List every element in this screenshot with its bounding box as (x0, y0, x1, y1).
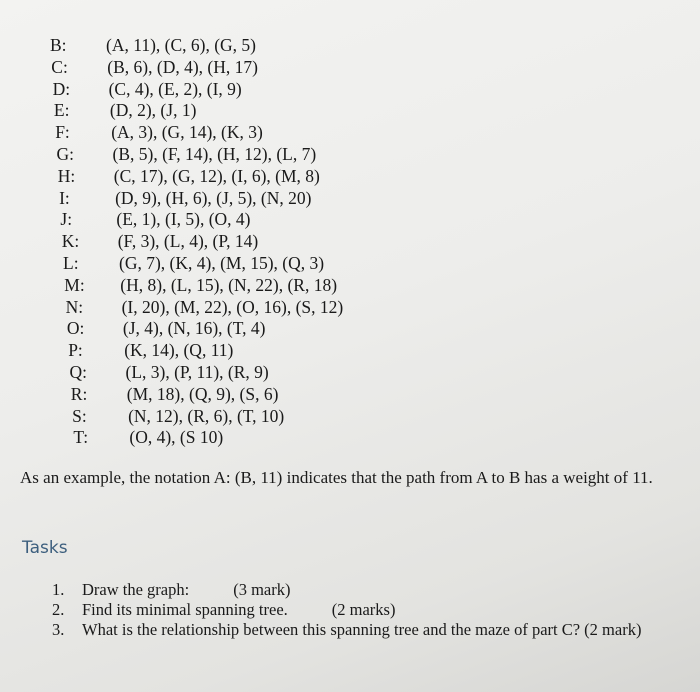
node-edges: (L, 3), (P, 11), (R, 9) (125, 361, 269, 382)
adjacency-row (67, 318, 343, 340)
task-item (52, 580, 652, 600)
task-marks: (3 mark) (233, 580, 291, 599)
adjacency-row (51, 57, 343, 79)
adjacency-row (59, 188, 343, 210)
node-edges: (G, 7), (K, 4), (M, 15), (Q, 3) (119, 252, 325, 273)
node-label: H: (57, 165, 76, 186)
node-edges: (C, 17), (G, 12), (I, 6), (M, 8) (113, 165, 320, 186)
task-number: 1. (52, 580, 65, 599)
node-label: F: (55, 122, 70, 143)
adjacency-row (60, 209, 343, 231)
adjacency-row (54, 100, 343, 122)
adjacency-list (50, 35, 343, 449)
adjacency-row (58, 166, 343, 188)
adjacency-row (72, 406, 343, 428)
adjacency-row (71, 384, 343, 406)
node-edges: (D, 9), (H, 6), (J, 5), (N, 20) (115, 187, 312, 208)
adjacency-row (62, 231, 344, 253)
node-edges: (B, 6), (D, 4), (H, 17) (107, 56, 258, 77)
task-list (52, 580, 652, 640)
task-item (52, 620, 652, 640)
task-item (52, 600, 652, 620)
task-text: Find its minimal spanning tree. (82, 600, 288, 619)
node-label: D: (52, 78, 71, 99)
node-edges: (B, 5), (F, 14), (H, 12), (L, 7) (112, 143, 317, 164)
node-label: C: (51, 56, 68, 77)
adjacency-row (68, 340, 343, 362)
task-text: What is the relationship between this spanning tree and the maze of part C? (2 mark) (82, 620, 642, 639)
node-label: E: (53, 100, 70, 121)
task-number: 2. (52, 600, 65, 619)
node-label: L: (63, 252, 79, 273)
node-edges: (A, 3), (G, 14), (K, 3) (111, 122, 263, 143)
task-number: 3. (52, 620, 65, 639)
adjacency-row (53, 79, 344, 101)
node-label: G: (56, 143, 74, 164)
task-marks: (2 marks) (331, 600, 396, 619)
adjacency-row (63, 253, 343, 275)
node-edges: (C, 4), (E, 2), (I, 9) (108, 78, 242, 99)
node-label: T: (73, 427, 89, 448)
task-text: Draw the graph: (82, 580, 190, 599)
node-label: I: (59, 187, 70, 208)
node-edges: (I, 20), (M, 22), (O, 16), (S, 12) (121, 296, 344, 317)
adjacency-row (73, 427, 343, 449)
node-label: S: (72, 405, 87, 426)
node-edges: (H, 8), (L, 15), (N, 22), (R, 18) (120, 274, 338, 295)
node-label: R: (70, 383, 88, 404)
adjacency-row (57, 144, 344, 166)
node-edges: (M, 18), (Q, 9), (S, 6) (126, 383, 279, 404)
example-note: As an example, the notation A: (B, 11) indicates that the path from A to B has a weight of 11. (20, 468, 653, 487)
node-label: J: (60, 209, 73, 230)
node-label: O: (66, 318, 85, 339)
node-label: M: (64, 274, 85, 295)
node-edges: (K, 14), (Q, 11) (124, 340, 234, 361)
adjacency-row (66, 297, 344, 319)
tasks-heading: Tasks (22, 538, 68, 558)
node-edges: (A, 11), (C, 6), (G, 5) (106, 35, 257, 55)
node-label: N: (65, 296, 84, 317)
node-edges: (N, 12), (R, 6), (T, 10) (128, 405, 285, 426)
node-label: Q: (69, 361, 87, 382)
node-edges: (O, 4), (S 10) (129, 427, 224, 448)
adjacency-row (70, 362, 344, 384)
adjacency-row (64, 275, 343, 297)
adjacency-row (50, 35, 343, 57)
node-edges: (E, 1), (I, 5), (O, 4) (116, 209, 251, 230)
node-label: P: (68, 340, 83, 361)
node-label: K: (61, 231, 80, 252)
node-edges: (J, 4), (N, 16), (T, 4) (122, 318, 266, 339)
node-label: B: (50, 35, 67, 55)
adjacency-row (55, 122, 343, 144)
node-edges: (F, 3), (L, 4), (P, 14) (117, 231, 259, 252)
node-edges: (D, 2), (J, 1) (109, 100, 197, 121)
